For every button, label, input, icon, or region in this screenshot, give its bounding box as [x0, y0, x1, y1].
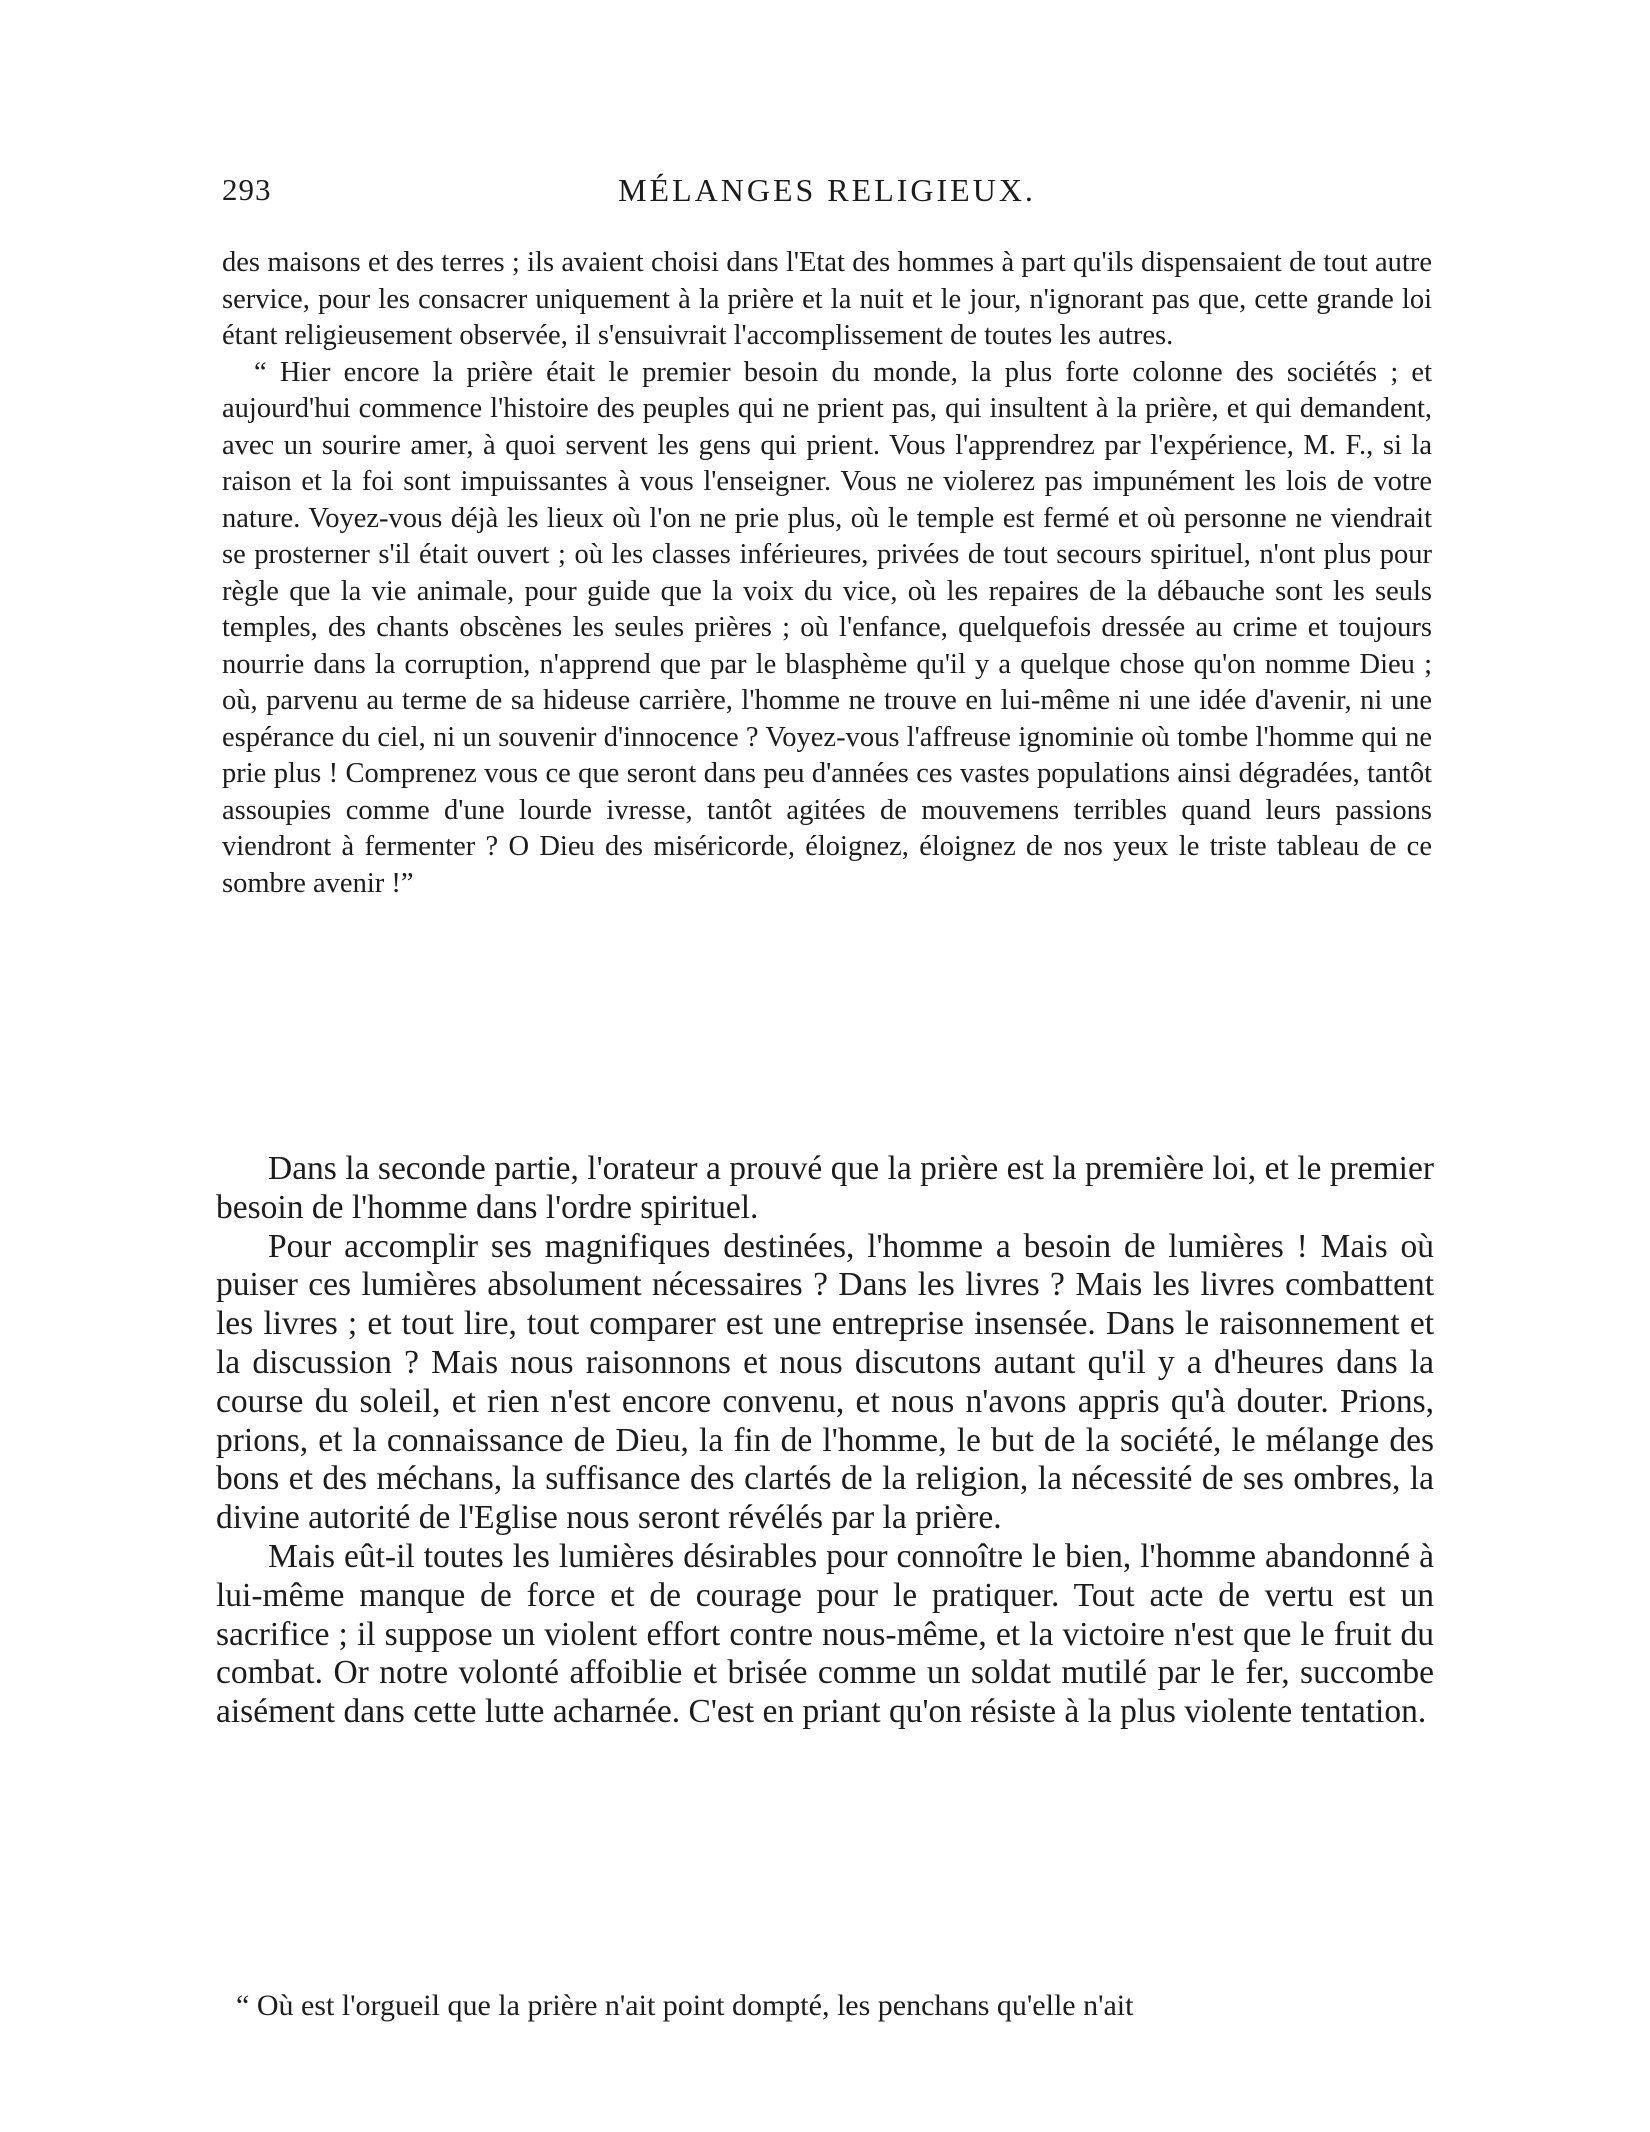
running-title: MÉLANGES RELIGIEUX.: [618, 172, 1036, 208]
quoted-sermon-block: [222, 245, 1432, 902]
quote-paragraph-2: “ Hier encore la prière était le premier besoin du monde, la plus forte colonne des sociétés ; et aujourd'hui commence l'histoire des peuples qui ne prient pas, qui insultent à la prière, et qui demandent, avec un sourire amer, à quoi servent les gens qui prient. Vous l'apprendrez par l'expérience, M. F., si la raison et la foi sont impuissantes à vous l'enseigner. Vous ne violerez pas impunément les lois de votre nature. Voyez-vous déjà les lieux où l'on ne prie plus, où le temple est fermé et où personne ne viendrait se prosterner s'il était ouvert ; où les classes inférieures, privées de tout secours spirituel, n'ont plus pour règle que la vie animale, pour guide que la voix du vice, où les repaires de la débauche sont les seuls temples, des chants obscènes les seules prières ; où l'enfance, quelquefois dressée au crime et toujours nourrie dans la corruption, n'apprend que par le blasphème qu'il y a quelque chose qu'on nomme Dieu ; où, parvenu au terme de sa hideuse carrière, l'homme ne trouve en lui-même ni une idée d'avenir, ni une espérance du ciel, ni un souvenir d'innocence ? Voyez-vous l'affreuse ignominie où tombe l'homme qui ne prie plus ! Comprenez vous ce que seront dans peu d'années ces vastes populations ainsi dégradées, tantôt assoupies comme d'une lourde ivresse, tantôt agitées de mouvemens terribles quand leurs passions viendront à fermenter ? O Dieu des miséricorde, éloignez, éloignez de nos yeux le triste tableau de ce sombre avenir !”: [222, 356, 1432, 899]
body-paragraph-2: Pour accomplir ses magnifiques destinées, l'homme a besoin de lumières ! Mais où puiser ces lumières absolument nécessaires ? Dans les livres ? Mais les livres combattent les livres ; et tout lire, tout comparer est une entreprise insensée. Dans le raisonnement et la discussion ? Mais nous raisonnons et nous discutons autant qu'il y a d'heures dans la course du soleil, et rien n'est encore convenu, et nous n'avons appris qu'à douter. Prions, prions, et la connaissance de Dieu, la fin de l'homme, le but de la société, le mélange des bons et des méchans, la suffisance des clartés de la religion, la nécessité de ses ombres, la divine autorité de l'Eglise nous seront révélés par la prière.: [216, 1227, 1434, 1537]
main-text-block: [216, 1150, 1434, 1732]
page-number: 293: [222, 172, 272, 207]
continuation-line: “ Où est l'orgueil que la prière n'ait point dompté, les penchans qu'elle n'ait: [236, 1989, 1134, 2022]
page-header: [222, 172, 1432, 222]
quote-paragraph-1: des maisons et des terres ; ils avaient choisi dans l'Etat des hommes à part qu'ils dispensaient de tout autre service, pour les consacrer uniquement à la prière et la nuit et le jour, n'ignorant pas que, cette grande loi étant religieusement observée, il s'ensuivrait l'accomplissement de toutes les autres.: [222, 247, 1432, 351]
body-paragraph-1: Dans la seconde partie, l'orateur a prouvé que la prière est la première loi, et le premier besoin de l'homme dans l'ordre spirituel.: [216, 1150, 1434, 1226]
body-paragraph-3: Mais eût-il toutes les lumières désirables pour connoître le bien, l'homme abandonné à lui-même manque de force et de courage pour le pratiquer. Tout acte de vertu est un sacrifice ; il suppose un violent effort contre nous-même, et la victoire n'est que le fruit du combat. Or notre volonté affoiblie et brisée comme un soldat mutilé par le fer, succombe aisément dans cette lutte acharnée. C'est en priant qu'on résiste à la plus violente tentation.: [216, 1537, 1434, 1731]
